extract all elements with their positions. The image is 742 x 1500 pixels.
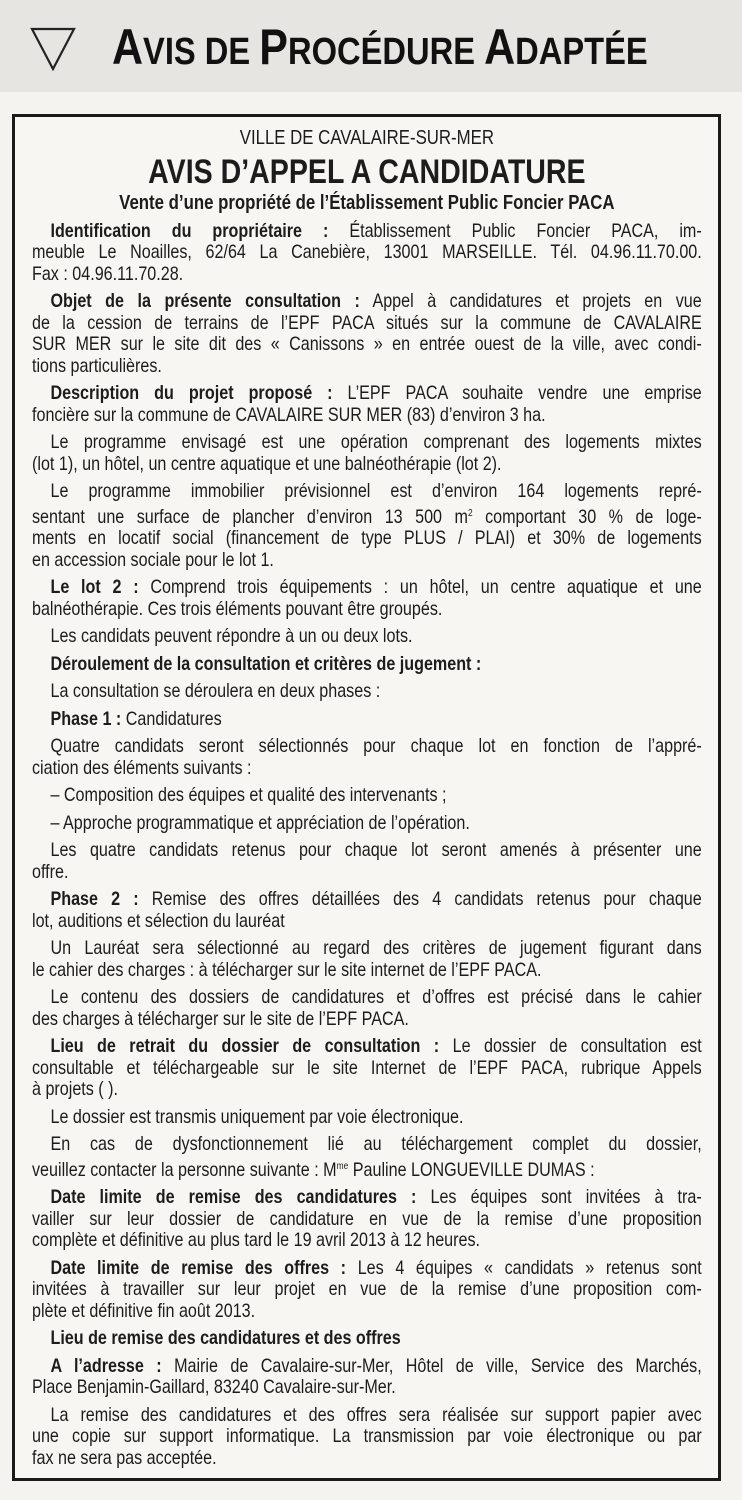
city-name: VILLE DE CAVALAIRE-SUR-MER: [239, 127, 494, 149]
section-immobilier: Le programme immobilier prévisionnel est d’environ 164 logements repré- sentant une surface de plancher d’environ 13 500 $m^2$ comportant 30 % de loge- ments en locatif social (financement de type PLUS / PLAI) et 30% de logements en accession sociale pour le lot 1.: [32, 481, 702, 571]
section-phase2: Phase 2 : Remise des offres détaillées des 4 candidats retenus pour chaque lot, auditions et sélection du lauréat: [32, 889, 702, 932]
section-objet: Objet de la présente consultation : Appel à candidatures et projets en vue de la cession de terrains de l’EPF PACA situés sur la commune de CAVALAIRE SUR MER sur le site dit des « Canissons » en entrée ouest de la ville, avec condi- tions particulières.: [32, 291, 702, 377]
adresse-label: A l’adresse :: [50, 1355, 162, 1377]
section-quatre: Quatre candidats seront sélectionnés pour chaque lot en fonction de l’appré- ciation des éléments suivants :: [32, 736, 702, 779]
deroulement-heading: Déroulement de la consultation et critères de jugement :: [50, 653, 482, 675]
criteria-item: – Approche programmatique et appréciation de l’opération.: [50, 812, 470, 834]
section-programme: Le programme envisagé est une opération comprenant des logements mixtes (lot 1), un hôtel, un centre aquatique et une balnéothérapie (lot 2).: [32, 432, 702, 475]
retrait-label: Lieu de retrait du dossier de consultation :: [50, 1036, 440, 1057]
down-triangle-icon: [30, 27, 76, 71]
section-retrait: Lieu de retrait du dossier de consultation : Le dossier de consultation est consultable et téléchargeable sur le site Internet de l’EPF PACA, rubrique Appels à projets ( ).: [32, 1036, 702, 1100]
lot2-label: Le lot 2 :: [50, 577, 139, 598]
transmis: Le dossier est transmis uniquement par voie électronique.: [50, 1106, 464, 1128]
description-label: Description du projet proposé :: [50, 383, 333, 404]
section-retenus: Les quatre candidats retenus pour chaque lot seront amenés à présenter une offre.: [32, 840, 702, 883]
identification-label: Identification du propriétaire :: [50, 220, 329, 242]
section-laureat: Un Lauréat sera sélectionné au regard des critères de jugement figurant dans le cahier des charges : à télécharger sur le site internet de l’EPF PACA.: [32, 938, 702, 981]
section-date-offres: Date limite de remise des offres : Les 4 équipes « candidats » retenus sont invitées à travailler sur leur projet en vue de la remise d’une proposition com- plète et définitive fin août 2013.: [32, 1257, 702, 1322]
section-description: Description du projet proposé : L’EPF PACA souhaite vendre une emprise foncière sur la commune de CAVALAIRE SUR MER (83) d’environ 3 ha.: [32, 383, 702, 426]
criteria-item: – Composition des équipes et qualité des intervenants ;: [50, 785, 447, 806]
section-date-candidatures: Date limite de remise des candidatures : Les équipes sont invitées à tra- vailler sur leur dossier de candidature en vue de la remise d’une proposition complète et définitive au plus tard le 19 avril 2013 à 12 heures.: [32, 1187, 702, 1251]
section-adresse: A l’adresse : Mairie de Cavalaire-sur-Mer, Hôtel de ville, Service des Marchés, Place Benjamin-Gaillard, 83240 Cavalaire-sur-Mer.: [32, 1355, 702, 1398]
section-contenu: Le contenu des dossiers de candidatures et d’offres est précisé dans le cahier des charges à télécharger sur le site de l’EPF PACA.: [32, 987, 702, 1030]
deux-phases: La consultation se déroulera en deux phases :: [50, 681, 381, 702]
lots-reply: Les candidats peuvent répondre à un ou deux lots.: [50, 626, 413, 647]
objet-label: Objet de la présente consultation :: [50, 291, 360, 312]
lieu-remise-heading: Lieu de remise des candidatures et des offres: [50, 1328, 401, 1349]
banner-title: AVIS DE PROCÉDURE ADAPTÉE: [112, 19, 648, 75]
section-dysfonctionnement: En cas de dysfonctionnement lié au téléchargement complet du dossier, veuillez contacter la personne suivante : $M^{me}$ Pauline LONGUEVILLE DUMAS :: [32, 1134, 702, 1181]
section-lot2: Le lot 2 : Comprend trois équipements : un hôtel, un centre aquatique et une balnéothérapie. Ces trois éléments pouvant être groupés.: [32, 577, 702, 620]
date-offres-label: Date limite de remise des offres :: [50, 1257, 347, 1279]
section-remise: La remise des candidatures et des offres sera réalisée sur support papier avec une copie sur support informatique. La transmission par voie électronique ou par fax ne sera pas acceptée.: [32, 1404, 702, 1469]
notice-body: [32, 126, 702, 1469]
date-candidatures-label: Date limite de remise des candidatures :: [50, 1187, 417, 1208]
section-identification: Identification du propriétaire : Établissement Public Foncier PACA, im- meuble Le Noailles, 62/64 La Canebière, 13001 MARSEILLE. Tél. 04.96.11.70.00. Fax : 04.96.11.70.28.: [32, 220, 702, 285]
notice-subtitle: Vente d’une propriété de l’Établissement Public Foncier PACA: [119, 191, 615, 214]
phase1: Phase 1 : Candidatures: [50, 708, 222, 730]
phase2-label: Phase 2 :: [50, 889, 139, 910]
notice-title: AVIS D’APPEL A CANDIDATURE: [148, 152, 586, 191]
header-banner: [0, 0, 742, 92]
